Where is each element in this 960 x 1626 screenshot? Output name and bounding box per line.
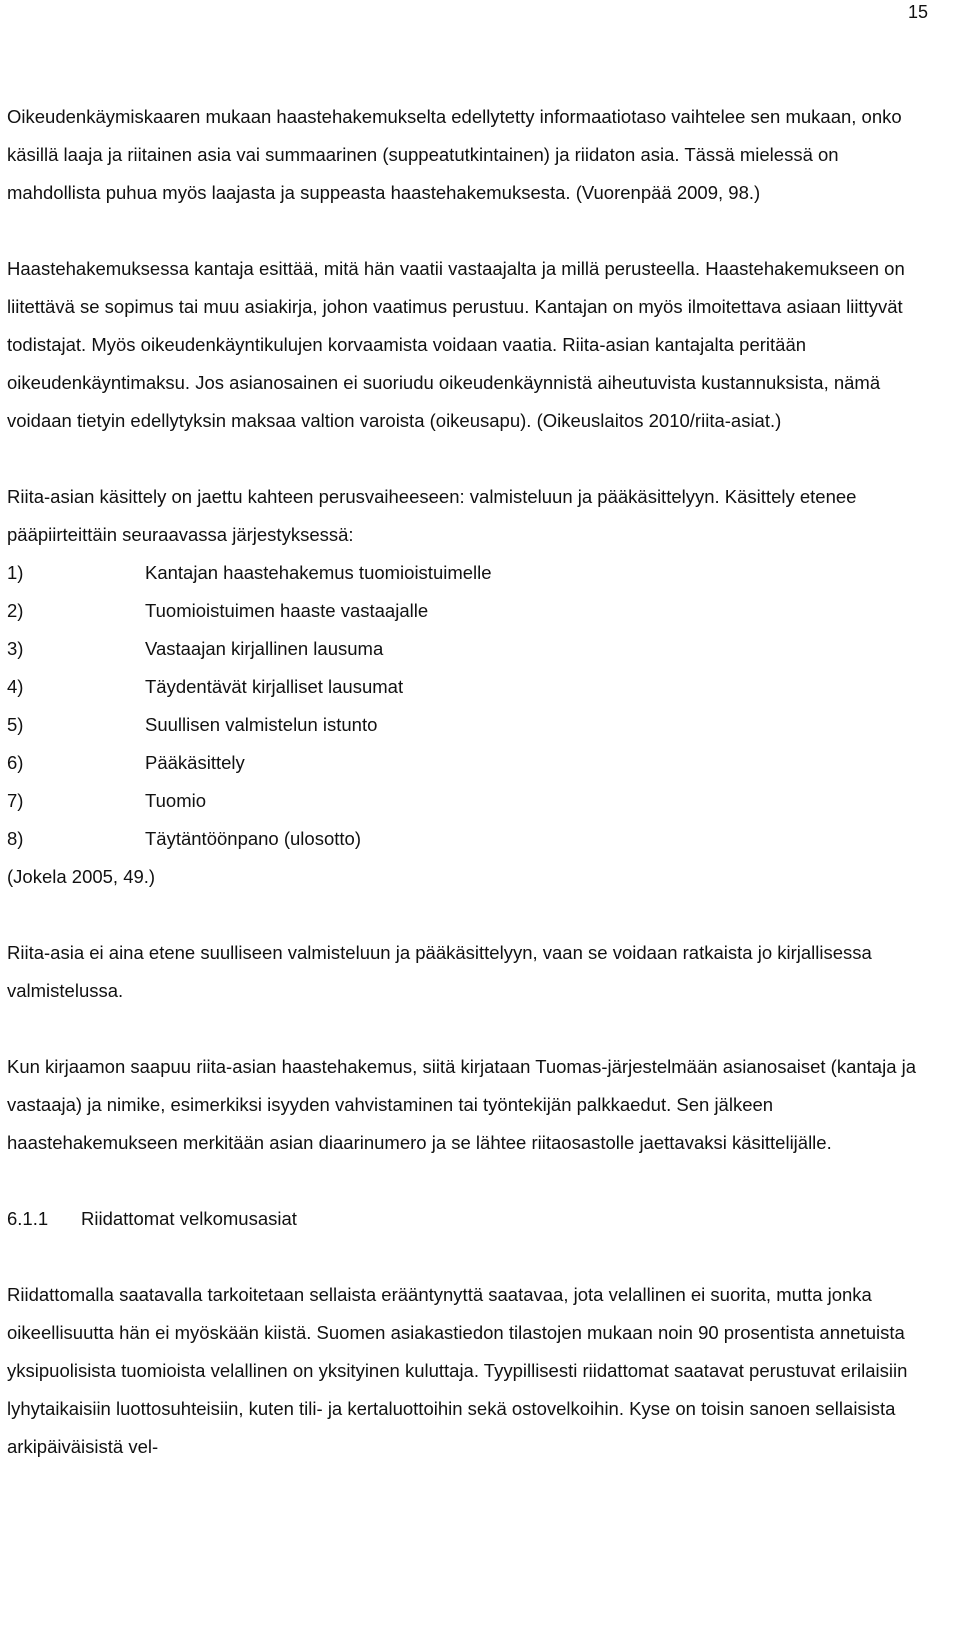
list-item-number: 6) xyxy=(7,752,24,773)
list-item-text: Pääkäsittely xyxy=(145,752,245,773)
paragraph-gap xyxy=(7,1010,927,1048)
paragraph-haastehakemus-informaatiotaso: Oikeudenkäymiskaaren mukaan haastehakemukselta edellytetty informaatiotaso vaihtelee sen mukaan, onko käsillä laaja ja riitainen asia vai summaarinen (suppeatutkintainen) ja riidaton asia. Tässä mielessä on mahdollista puhua myös laajasta ja suppeasta haastehakemuksesta. (Vuorenpää 2009, 98.) xyxy=(7,106,902,203)
list-item-text: Kantajan haastehakemus tuomioistuimelle xyxy=(145,562,492,583)
list-item-number: 5) xyxy=(7,714,24,735)
list-item-number: 3) xyxy=(7,638,24,659)
list-item-text: Vastaajan kirjallinen lausuma xyxy=(145,638,384,659)
section-title: Riidattomat velkomusasiat xyxy=(81,1208,297,1229)
page-number: 15 xyxy=(907,2,928,22)
paragraph-gap xyxy=(7,1162,927,1200)
list-item-text: Tuomioistuimen haaste vastaajalle xyxy=(145,600,429,621)
list-item xyxy=(7,782,927,820)
paragraph-kirjaamo: Kun kirjaamon saapuu riita-asian haastehakemus, siitä kirjataan Tuomas-järjestelmään asianosaiset (kantaja ja vastaaja) ja nimike, esimerkiksi isyyden vahvistaminen tai työntekijän palkkaedut. Sen jälkeen haastehakemukseen merkitään asian diaarinumero ja se lähtee riitaosastolle jaettavaksi käsittelijälle. xyxy=(7,1056,917,1153)
steps-source-citation: (Jokela 2005, 49.) xyxy=(7,866,156,887)
list-item xyxy=(7,630,927,668)
list-item-text: Täydentävät kirjalliset lausumat xyxy=(145,676,404,697)
list-item-number: 2) xyxy=(7,600,24,621)
list-item xyxy=(7,592,927,630)
section-number: 6.1.1 xyxy=(7,1208,49,1229)
paragraph-gap xyxy=(7,212,927,250)
list-item-number: 7) xyxy=(7,790,24,811)
list-item-number: 4) xyxy=(7,676,24,697)
list-item xyxy=(7,706,927,744)
section-heading xyxy=(7,1200,927,1238)
paragraph-kirjallinen-valmistelu: Riita-asia ei aina etene suulliseen valmisteluun ja pääkäsittelyyn, vaan se voidaan ratkaista jo kirjallisessa valmistelussa. xyxy=(7,942,872,1001)
paragraph-haastehakemuksen-sisalto: Haastehakemuksessa kantaja esittää, mitä hän vaatii vastaajalta ja millä perusteella. Haastehakemukseen on liitettävä se sopimus tai muu asiakirja, johon vaatimus perustuu. Kantajan on myös ilmoitettava asiaan liittyvät todistajat. Myös oikeudenkäyntikulujen korvaamista voidaan vaatia. Riita-asian kantajalta peritään oikeudenkäyntimaksu. Jos asianosainen ei suoriudu oikeudenkäynnistä aiheutuvista kustannuksista, nämä voidaan tietyin edellytyksin maksaa valtion varoista (oikeusapu). (Oikeuslaitos 2010/riita-asiat.) xyxy=(7,258,905,431)
procedure-steps-list xyxy=(7,554,927,858)
paragraph-gap xyxy=(7,896,927,934)
list-item-text: Tuomio xyxy=(145,790,207,811)
paragraph-kasittelyn-vaiheet-intro: Riita-asian käsittely on jaettu kahteen perusvaiheeseen: valmisteluun ja pääkäsittelyyn. Käsittely etenee pääpiirteittäin seuraavassa järjestyksessä: xyxy=(7,486,857,545)
list-item-text: Täytäntöönpano (ulosotto) xyxy=(145,828,361,849)
list-item xyxy=(7,554,927,592)
list-item xyxy=(7,820,927,858)
paragraph-riidattomat-saatavat: Riidattomalla saatavalla tarkoitetaan sellaista erääntynyttä saatavaa, jota velallinen ei suorita, mutta jonka oikeellisuutta hän ei myöskään kiistä. Suomen asiakastiedon tilastojen mukaan noin 90 prosentista annetuista yksipuolisista tuomioista velallinen on yksityinen kuluttaja. Tyypillisesti riidattomat saatavat perustuvat erilaisiin lyhytaikaisiin luottosuhteisiin, kuten tili- ja kertaluottoihin sekä ostovelkoihin. Kyse on toisin sanoen sellaisista arkipäiväisistä vel- xyxy=(7,1284,908,1457)
list-item-text: Suullisen valmistelun istunto xyxy=(145,714,378,735)
paragraph-gap xyxy=(7,440,927,478)
list-item-number: 1) xyxy=(7,562,24,583)
list-item xyxy=(7,668,927,706)
page-body xyxy=(7,98,927,1466)
paragraph-gap xyxy=(7,1238,927,1276)
list-item xyxy=(7,744,927,782)
list-item-number: 8) xyxy=(7,828,24,849)
